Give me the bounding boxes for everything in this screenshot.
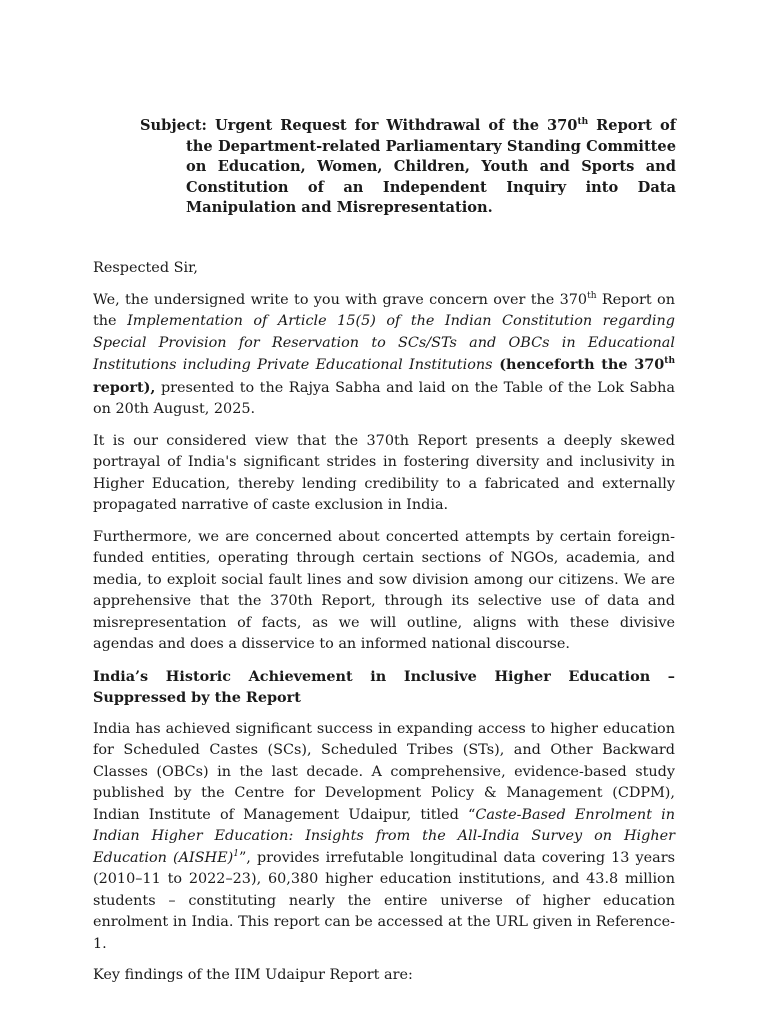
section-heading: India’s Historic Achievement in Inclusive Higher Education – Suppressed by the Report	[93, 667, 675, 706]
study-text-b: ”, provides irrefutable longitudinal data covering 13 years (2010–11 to 2022–23), 60,380 higher education institutions, and 43.8 million students – constituting nearly the entire universe of higher education enrolment in India. This report can be accessed at the URL given in Reference-1.	[93, 849, 675, 952]
henceforth-text-b: report),	[93, 378, 156, 396]
intro-text-c: presented to the Rajya Sabha and laid on the Table of the Lok Sabha on 20th August, 2025.	[93, 379, 675, 417]
henceforth-superscript: th	[664, 356, 675, 367]
paragraph-view: It is our considered view that the 370th Report presents a deeply skewed portrayal of India's significant strides in fostering diversity and inclusivity in Higher Education, thereby lending credibility to a fabricated and externally propagated narrative of caste exclusion in India.	[93, 432, 675, 513]
intro-superscript: th	[587, 290, 597, 301]
intro-text-b: Report on the	[93, 291, 675, 329]
subject-lead: Subject: Urgent Request for Withdrawal of the 370	[140, 117, 578, 134]
paragraph-concern: Furthermore, we are concerned about concerted attempts by certain foreign-funded entities, operating through certain sections of NGOs, academia, and media, to exploit social fault lines and sow division among our citizens. We are apprehensive that the 370th Report, through its selective use of data and misrepresentation of facts, as we will outline, aligns with these divisive agendas and does a disservice to an informed national discourse.	[93, 528, 675, 652]
subject-rest: Report of the Department-related Parliamentary Standing Committee on Education, Women, Children, Youth and Sports and Constitution of an Independent Inquiry into Data Manipulation and Misrepresentation.	[186, 117, 676, 217]
study-title-text: Caste-Based Enrolment in Indian Higher Education: Insights from the All-India Survey on Higher Education (AISHE)	[93, 806, 675, 866]
paragraph-study	[93, 719, 675, 956]
henceforth-text-a: (henceforth the 370	[492, 356, 665, 373]
report-title: Implementation of Article 15(5) of the Indian Constitution regarding Special Provision for Reservation to SCs/STs and OBCs in Educational Institutions including Private Educational Institutions	[93, 313, 675, 373]
footnote-marker: 1	[233, 848, 239, 859]
salutation: Respected Sir,	[93, 260, 198, 276]
paragraph-key-findings: Key findings of the IIM Udaipur Report are:	[93, 967, 413, 983]
paragraph-intro	[93, 290, 675, 421]
subject-superscript: th	[577, 117, 589, 128]
intro-text-a: We, the undersigned write to you with grave concern over the 370	[93, 291, 588, 308]
letter-body	[93, 258, 675, 997]
subject-line	[140, 116, 676, 219]
study-text-a: India has achieved significant success in expanding access to higher education for Scheduled Castes (SCs), Scheduled Tribes (STs), and Other Backward Classes (OBCs) in the last decade. A comprehensive, evidence-based study published by the Centre for Development Policy & Management (CDPM), Indian Institute of Management Udaipur, titled “	[93, 720, 675, 823]
